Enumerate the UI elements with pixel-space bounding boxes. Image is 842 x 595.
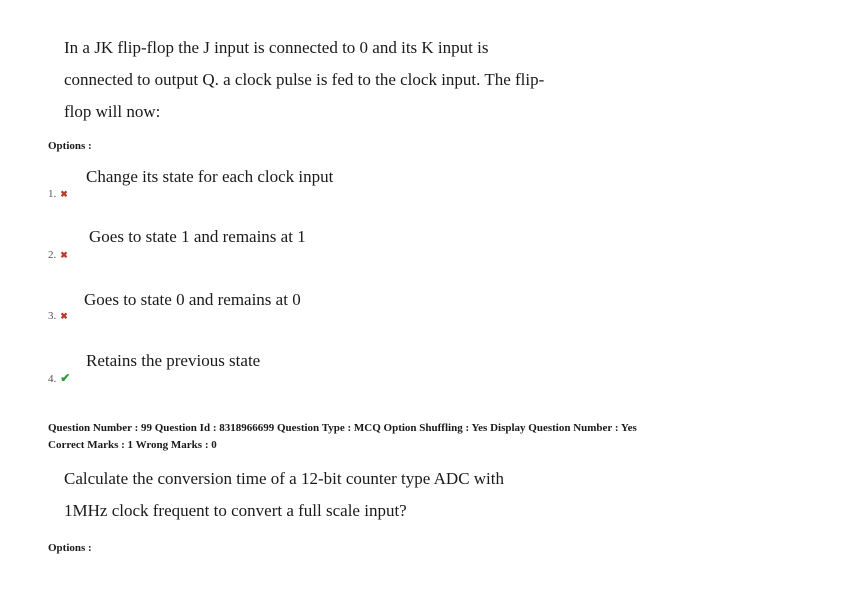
question-2-marks: Correct Marks : 1 Wrong Marks : 0 [48, 439, 217, 451]
option-2-number [48, 250, 68, 261]
option-1-number-label: 1. [48, 188, 57, 200]
question-1-line-2: connected to output Q. a clock pulse is fed to the clock input. The flip- [64, 70, 545, 89]
options-label-1: Options : [48, 140, 92, 152]
option-4-number-label: 4. [48, 373, 57, 385]
option-4-text: Retains the previous state [86, 351, 261, 370]
question-1-line-3: flop will now: [64, 102, 161, 121]
option-3-number-label: 3. [48, 310, 57, 322]
question-2-line-1: Calculate the conversion time of a 12-bit counter type ADC with [64, 469, 504, 488]
correct-check-icon: ✔ [60, 371, 71, 385]
option-1-number [48, 189, 68, 200]
question-2-meta: Question Number : 99 Question Id : 8318966699 Question Type : MCQ Option Shuffling : Yes Display Question Number : Yes [48, 422, 637, 434]
question-1-line-1: In a JK flip-flop the J input is connected to 0 and its K input is [64, 38, 489, 57]
option-1-text: Change its state for each clock input [86, 167, 334, 186]
options-label-2: Options : [48, 542, 92, 554]
option-3-number [48, 311, 68, 322]
wrong-mark-icon: ✖ [60, 189, 68, 199]
wrong-mark-icon: ✖ [60, 250, 68, 260]
wrong-mark-icon: ✖ [60, 311, 68, 321]
option-3-text: Goes to state 0 and remains at 0 [84, 290, 301, 309]
option-2-text: Goes to state 1 and remains at 1 [89, 227, 306, 246]
question-2-line-2: 1MHz clock frequent to convert a full scale input? [64, 501, 407, 520]
option-2-number-label: 2. [48, 249, 57, 261]
option-4-number [48, 372, 70, 385]
